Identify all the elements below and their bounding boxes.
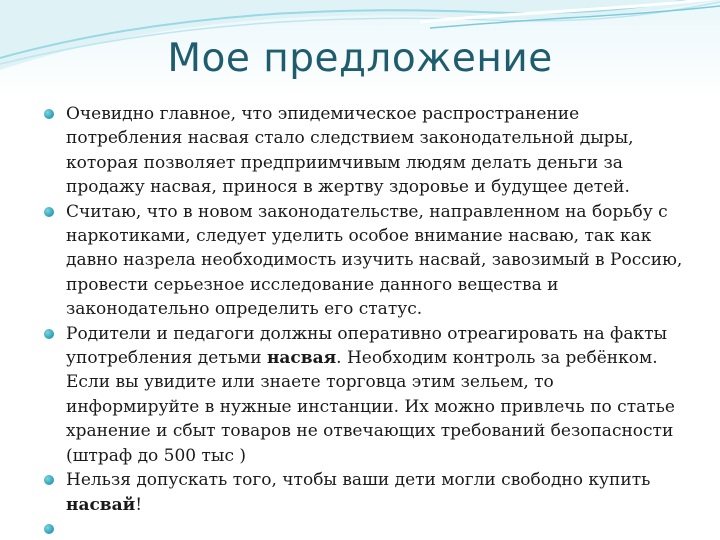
bold-keyword: насвай [66, 494, 136, 515]
bullet-dot-icon [44, 329, 54, 339]
bullet-text-part: Нельзя допускать того, чтобы ваши дети могли свободно купить [66, 470, 651, 491]
bullet-item-3 [44, 322, 684, 468]
bullet-dot-icon [44, 524, 54, 534]
bullet-text: Очевидно главное, что эпидемическое распространение потребления насвая стало следствием законодательной дыры, которая позволяет предприимчивым людям делать деньги за продажу насвая, принося в жертву здоровье и будущее детей. [66, 104, 634, 198]
bullet-dot-icon [44, 475, 54, 485]
bullet-text-part: ! [135, 494, 143, 515]
bullet-text-part: Родители и педагоги должны оперативно отреагировать на факты употребления детьми [66, 323, 668, 369]
slide-title: Мое предложение [167, 36, 553, 81]
bold-keyword: насвая [266, 348, 337, 369]
bullet-item-2 [44, 200, 684, 322]
bullet-item-4 [44, 468, 684, 517]
bullet-text-part: . Необходим контроль за ребёнком. Если вы увидите или знаете торговца этим зельем, то информируйте в нужные инстанции. Их можно привлечь по статье хранение и сбыт товаров не отвечающих требований безопасности (штраф до 500 тыс ) [66, 348, 675, 466]
bullet-text [66, 322, 684, 468]
bullet-list [44, 102, 684, 517]
bullet-text: Считаю, что в новом законодательстве, направленном на борьбу с наркотиками, следует уделить особое внимание насваю, так как давно назрела необходимость изучить насвай, завозимый в Россию, провести серьезное исследование данного вещества и законодательно определить его статус. [66, 201, 683, 320]
bullet-dot-icon [44, 207, 54, 217]
bullet-item-1 [44, 102, 684, 200]
bullet-dot-icon [44, 109, 54, 119]
bullet-text [66, 468, 684, 517]
